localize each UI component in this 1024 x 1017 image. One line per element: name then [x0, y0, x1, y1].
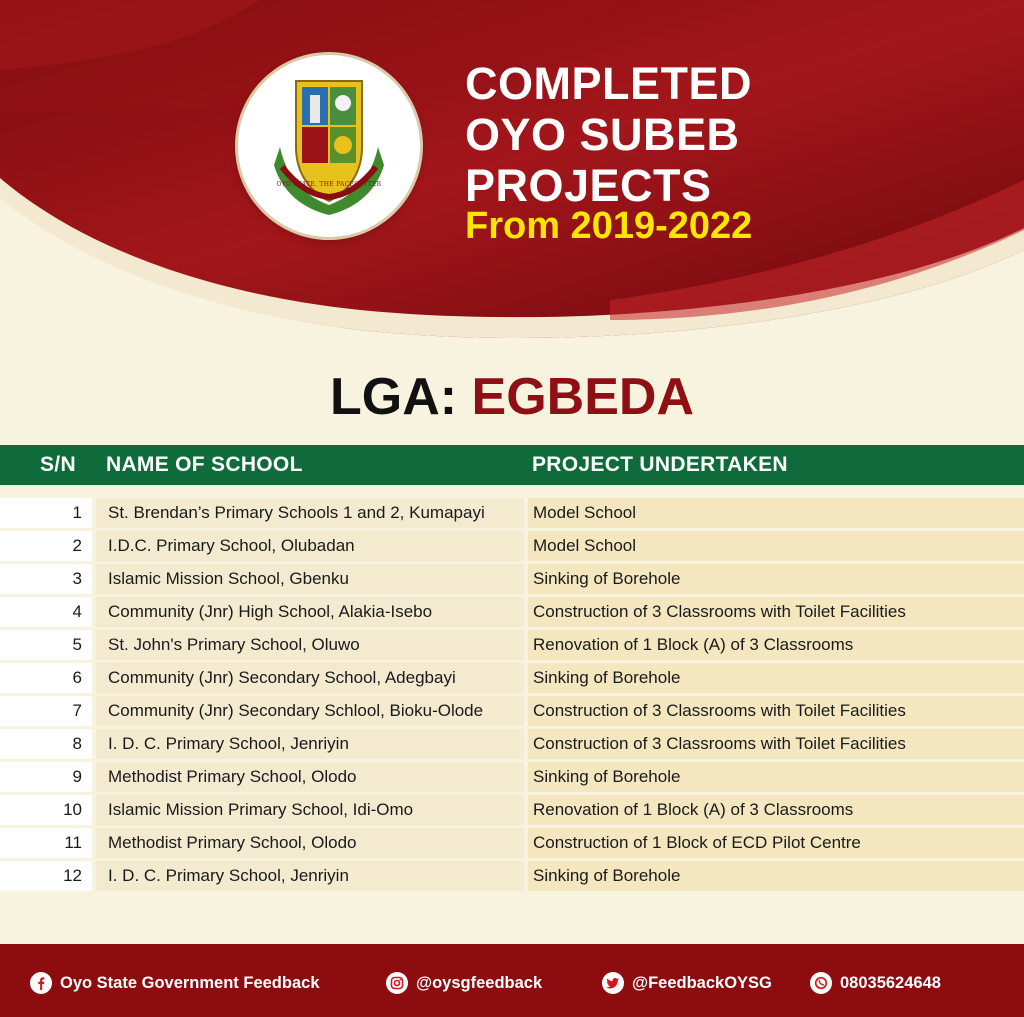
row-project: Construction of 3 Classrooms with Toilet Facilities	[528, 696, 1024, 726]
row-project: Sinking of Borehole	[528, 564, 1024, 594]
row-project: Model School	[528, 498, 1024, 528]
row-sn: 8	[0, 729, 92, 759]
instagram-icon	[386, 972, 408, 994]
footer-instagram[interactable]	[386, 970, 542, 996]
title-line-2: OYO SUBEB	[465, 109, 740, 160]
table-row	[0, 729, 1024, 762]
row-school: Methodist Primary School, Olodo	[96, 828, 524, 858]
row-project: Construction of 1 Block of ECD Pilot Centre	[528, 828, 1024, 858]
title-line-3: PROJECTS	[465, 160, 712, 211]
table-row	[0, 828, 1024, 861]
row-project: Sinking of Borehole	[528, 762, 1024, 792]
row-sn: 2	[0, 531, 92, 561]
table-row	[0, 861, 1024, 894]
twitter-icon	[602, 972, 624, 994]
table-row	[0, 597, 1024, 630]
row-sn: 1	[0, 498, 92, 528]
row-school: Community (Jnr) Secondary Schlool, Bioku-Olode	[96, 696, 524, 726]
footer-facebook[interactable]	[30, 970, 320, 996]
footer-whatsapp-text: 08035624648	[840, 973, 941, 992]
column-header-project: PROJECT UNDERTAKEN	[532, 453, 788, 476]
table-row	[0, 531, 1024, 564]
page-subtitle: From 2019-2022	[465, 205, 753, 247]
row-school: Islamic Mission Primary School, Idi-Omo	[96, 795, 524, 825]
table-row	[0, 564, 1024, 597]
table-row	[0, 795, 1024, 828]
row-school: Community (Jnr) Secondary School, Adegbayi	[96, 663, 524, 693]
row-school: St. John's Primary School, Oluwo	[96, 630, 524, 660]
lga-value: EGBEDA	[471, 368, 695, 426]
row-sn: 11	[0, 828, 92, 858]
seal-motto: OYO STATE. THE PACESETTER	[276, 181, 382, 188]
page-title	[465, 58, 752, 211]
row-school: Methodist Primary School, Olodo	[96, 762, 524, 792]
table-body	[0, 498, 1024, 894]
table-row	[0, 696, 1024, 729]
row-school: St. Brendan’s Primary Schools 1 and 2, Kumapayi	[96, 498, 524, 528]
row-sn: 10	[0, 795, 92, 825]
row-project: Sinking of Borehole	[528, 861, 1024, 891]
table-row	[0, 630, 1024, 663]
row-project: Sinking of Borehole	[528, 663, 1024, 693]
footer-twitter[interactable]	[602, 970, 772, 996]
facebook-icon	[30, 972, 52, 994]
row-school: I.D.C. Primary School, Olubadan	[96, 531, 524, 561]
table-row	[0, 498, 1024, 531]
row-project: Renovation of 1 Block (A) of 3 Classrooms	[528, 795, 1024, 825]
whatsapp-icon	[810, 972, 832, 994]
column-header-school: NAME OF SCHOOL	[106, 453, 303, 476]
row-sn: 6	[0, 663, 92, 693]
row-school: Community (Jnr) High School, Alakia-Isebo	[96, 597, 524, 627]
footer-instagram-text: @oysgfeedback	[416, 973, 543, 992]
lga-heading	[0, 366, 1024, 428]
table-row	[0, 762, 1024, 795]
row-sn: 5	[0, 630, 92, 660]
row-project: Construction of 3 Classrooms with Toilet Facilities	[528, 729, 1024, 759]
table-row	[0, 663, 1024, 696]
footer-twitter-text: @FeedbackOYSG	[632, 973, 772, 992]
footer-bar	[0, 944, 1024, 1017]
row-school: I. D. C. Primary School, Jenriyin	[96, 729, 524, 759]
row-school: I. D. C. Primary School, Jenriyin	[96, 861, 524, 891]
row-school: Islamic Mission School, Gbenku	[96, 564, 524, 594]
row-sn: 12	[0, 861, 92, 891]
row-project: Renovation of 1 Block (A) of 3 Classrooms	[528, 630, 1024, 660]
coat-of-arms-icon	[238, 55, 420, 237]
lga-label: LGA:	[329, 368, 458, 426]
row-project: Construction of 3 Classrooms with Toilet Facilities	[528, 597, 1024, 627]
row-sn: 7	[0, 696, 92, 726]
row-sn: 9	[0, 762, 92, 792]
row-sn: 4	[0, 597, 92, 627]
footer-whatsapp[interactable]	[810, 970, 941, 996]
footer-facebook-text: Oyo State Government Feedback	[60, 973, 320, 992]
table-header	[0, 445, 1024, 485]
row-sn: 3	[0, 564, 92, 594]
row-project: Model School	[528, 531, 1024, 561]
title-line-1: COMPLETED	[465, 58, 753, 109]
oyo-state-seal	[238, 55, 420, 237]
column-header-sn: S/N	[40, 453, 76, 476]
